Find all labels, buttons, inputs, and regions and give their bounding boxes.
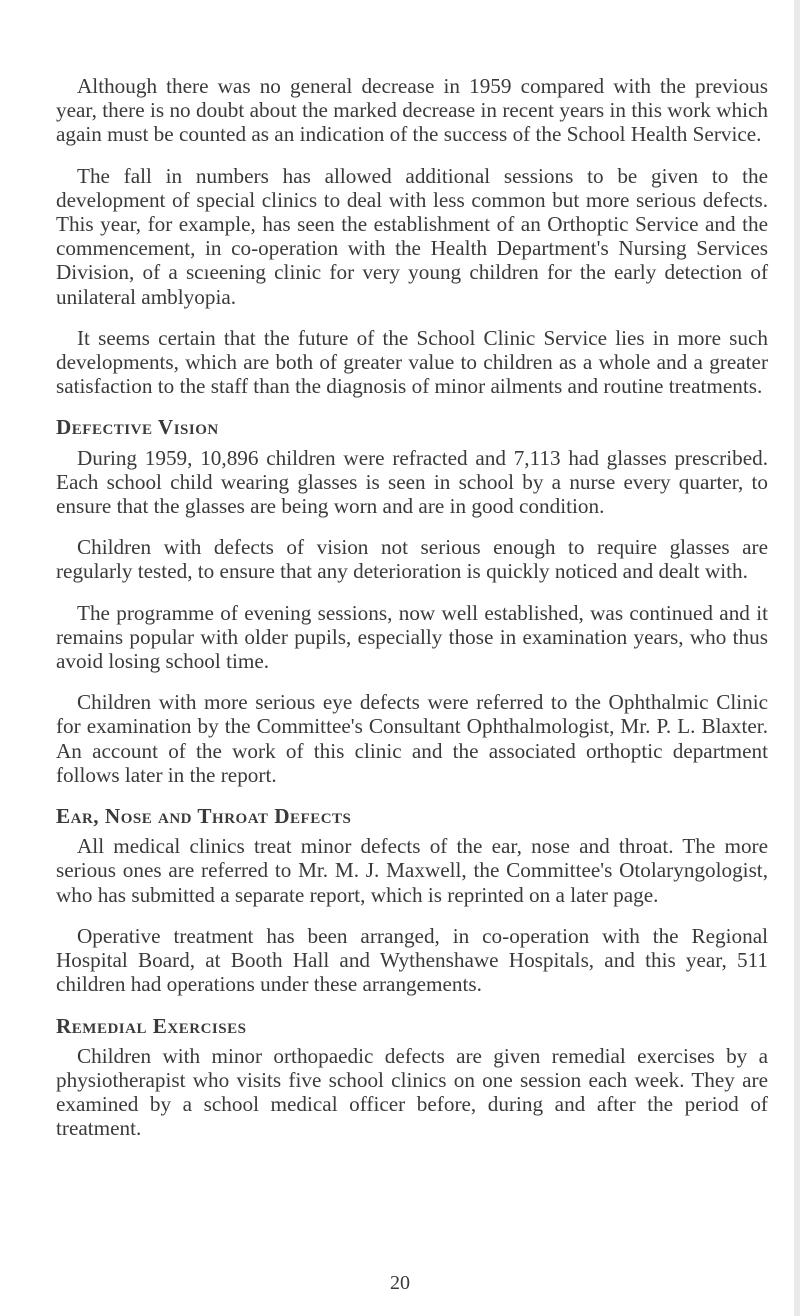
remedial-paragraph-1: Children with minor orthopaedic defects are given remedial exercises by a physiotherapist who visits five school clinics on one session each week. They are examined by a school medical officer before, during and after the period of treatment. bbox=[56, 1043, 768, 1141]
ent-paragraph-2: Operative treatment has been arranged, in co-operation with the Regional Hospital Board, at Booth Hall and Wythenshawe Hospitals, and this year, 511 children had operations under these arrangements. bbox=[56, 923, 768, 997]
document-body bbox=[56, 74, 768, 1158]
scan-edge-shadow bbox=[794, 0, 800, 1316]
vision-paragraph-1: During 1959, 10,896 children were refracted and 7,113 had glasses prescribed. Each school child wearing glasses is seen in school by a nurse every quarter, to ensure that the glasses are being worn and are in good condition. bbox=[56, 445, 768, 519]
section-heading-ent: Ear, Nose and Throat Defects bbox=[56, 804, 352, 829]
intro-paragraph-3: It seems certain that the future of the School Clinic Service lies in more such developments, which are both of greater value to children as a whole and a greater satisfaction to the staff than the diagnosis of minor ailments and routine treatments. bbox=[56, 325, 768, 399]
vision-paragraph-3: The programme of evening sessions, now well established, was continued and it remains popular with older pupils, especially those in examination years, who thus avoid losing school time. bbox=[56, 600, 768, 674]
page-number: 20 bbox=[390, 1272, 410, 1294]
vision-paragraph-4: Children with more serious eye defects were referred to the Ophthalmic Clinic for examination by the Committee's Consultant Ophthalmologist, Mr. P. L. Blaxter. An account of the work of this clinic and the associated orthoptic department follows later in the report. bbox=[56, 690, 768, 787]
intro-paragraph-1: Although there was no general decrease in 1959 compared with the previous year, there is no doubt about the marked decrease in recent years in this work which again must be counted as an indication of the success of the School Health Service. bbox=[56, 74, 768, 147]
section-heading-remedial-exercises: Remedial Exercises bbox=[56, 1013, 247, 1038]
vision-paragraph-2: Children with defects of vision not serious enough to require glasses are regularly tested, to ensure that any deterioration is quickly noticed and dealt with. bbox=[56, 535, 768, 584]
ent-paragraph-1: All medical clinics treat minor defects of the ear, nose and throat. The more serious ones are referred to Mr. M. J. Maxwell, the Committee's Otolaryngologist, who has submitted a separate report, which is reprinted on a later page. bbox=[56, 834, 768, 907]
section-heading-defective-vision: Defective Vision bbox=[56, 415, 219, 440]
intro-paragraph-2: The fall in numbers has allowed additional sessions to be given to the development of special clinics to deal with less common but more serious defects. This year, for example, has seen the establishment of an Orthoptic Service and the commencement, in co-operation with the Health Department's Nursing Services Division, of a scıeening clinic for very young children for the early detection of unilateral amblyopia. bbox=[56, 163, 768, 309]
